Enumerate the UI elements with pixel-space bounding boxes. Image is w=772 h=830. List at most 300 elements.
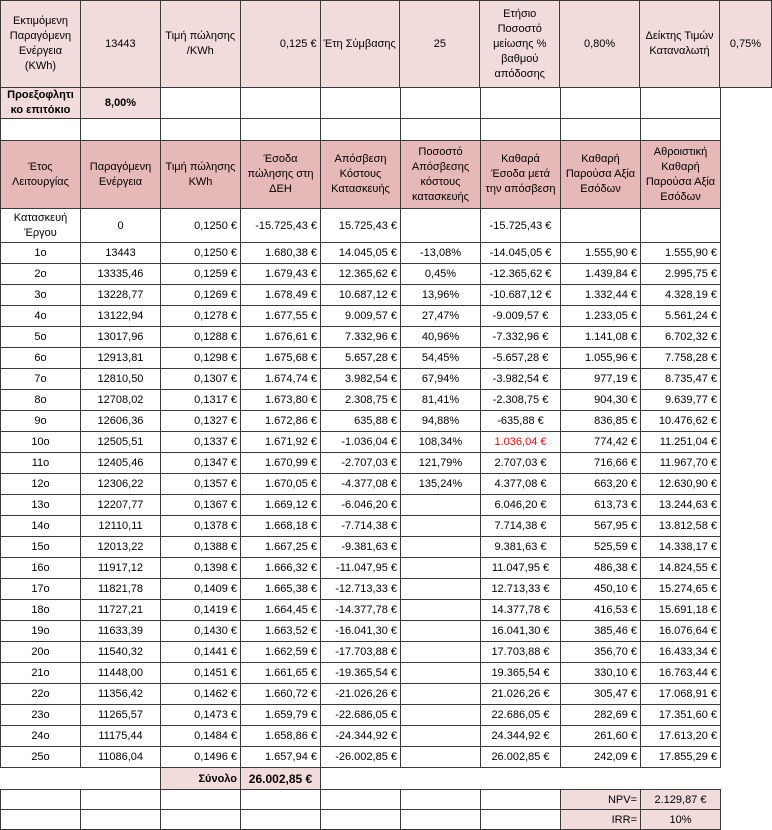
- amortization-cell[interactable]: -6.046,20 €: [321, 495, 401, 516]
- table-row: [1, 243, 721, 264]
- empty-cell[interactable]: [81, 810, 161, 830]
- energy-cell[interactable]: 12505,51: [81, 432, 161, 453]
- cumulative-npv-cell[interactable]: 16.433,34 €: [641, 642, 721, 663]
- revenue-cell[interactable]: 1.668,18 €: [241, 516, 321, 537]
- amortization-pct-cell[interactable]: [401, 726, 481, 747]
- amortization-pct-cell[interactable]: 94,88%: [401, 411, 481, 432]
- cumulative-npv-cell[interactable]: 5.561,24 €: [641, 306, 721, 327]
- empty-cell[interactable]: [321, 119, 401, 141]
- year-cell[interactable]: 18ο: [1, 600, 81, 621]
- cumulative-npv-cell[interactable]: 13.812,58 €: [641, 516, 721, 537]
- npv-cell[interactable]: 1.332,44 €: [561, 285, 641, 306]
- revenue-cell[interactable]: 1.665,38 €: [241, 579, 321, 600]
- energy-cell[interactable]: 12306,22: [81, 474, 161, 495]
- net-income-cell[interactable]: -15.725,43 €: [481, 209, 561, 243]
- cumulative-npv-cell[interactable]: [641, 209, 721, 243]
- amortization-pct-cell[interactable]: 121,79%: [401, 453, 481, 474]
- empty-cell[interactable]: [481, 790, 561, 810]
- revenue-cell[interactable]: 1.666,32 €: [241, 558, 321, 579]
- npv-cell[interactable]: 613,73 €: [561, 495, 641, 516]
- amortization-pct-cell[interactable]: [401, 621, 481, 642]
- energy-cell[interactable]: 13335,46: [81, 264, 161, 285]
- price-cell[interactable]: 0,1398 €: [161, 558, 241, 579]
- cpi-value[interactable]: 0,75%: [719, 1, 771, 88]
- npv-cell[interactable]: 261,60 €: [561, 726, 641, 747]
- amortization-cell[interactable]: 10.687,12 €: [321, 285, 401, 306]
- empty-cell[interactable]: [1, 790, 81, 810]
- amortization-pct-cell[interactable]: 108,34%: [401, 432, 481, 453]
- amortization-cell[interactable]: 2.308,75 €: [321, 390, 401, 411]
- amortization-cell[interactable]: 5.657,28 €: [321, 348, 401, 369]
- revenue-cell[interactable]: 1.670,05 €: [241, 474, 321, 495]
- revenue-cell[interactable]: 1.675,68 €: [241, 348, 321, 369]
- amortization-pct-cell[interactable]: [401, 579, 481, 600]
- cumulative-npv-cell[interactable]: 7.758,28 €: [641, 348, 721, 369]
- revenue-cell[interactable]: 1.661,65 €: [241, 663, 321, 684]
- net-income-cell[interactable]: 22.686,05 €: [481, 705, 561, 726]
- price-cell[interactable]: 0,1430 €: [161, 621, 241, 642]
- energy-cell[interactable]: 12810,50: [81, 369, 161, 390]
- npv-cell[interactable]: [561, 209, 641, 243]
- price-cell[interactable]: 0,1259 €: [161, 264, 241, 285]
- cumulative-npv-cell[interactable]: 13.244,63 €: [641, 495, 721, 516]
- amortization-pct-cell[interactable]: [401, 600, 481, 621]
- net-income-cell[interactable]: -14.045,05 €: [481, 243, 561, 264]
- price-cell[interactable]: 0,1347 €: [161, 453, 241, 474]
- empty-cell[interactable]: [321, 790, 401, 810]
- empty-cell[interactable]: [321, 810, 401, 830]
- cumulative-npv-cell[interactable]: 11.967,70 €: [641, 453, 721, 474]
- revenue-cell[interactable]: 1.678,49 €: [241, 285, 321, 306]
- table-row: [1, 705, 721, 726]
- amortization-pct-cell[interactable]: [401, 495, 481, 516]
- year-cell[interactable]: 23ο: [1, 705, 81, 726]
- cumulative-npv-cell[interactable]: 15.691,18 €: [641, 600, 721, 621]
- energy-cell[interactable]: 11356,42: [81, 684, 161, 705]
- revenue-cell[interactable]: 1.673,80 €: [241, 390, 321, 411]
- amortization-pct-cell[interactable]: [401, 209, 481, 243]
- empty-cell[interactable]: [161, 119, 241, 141]
- discount-value[interactable]: 8,00%: [81, 88, 161, 119]
- year-cell[interactable]: 10ο: [1, 432, 81, 453]
- cumulative-npv-cell[interactable]: 6.702,32 €: [641, 327, 721, 348]
- amortization-pct-cell[interactable]: [401, 642, 481, 663]
- energy-cell[interactable]: 11727,21: [81, 600, 161, 621]
- empty-cell[interactable]: [81, 790, 161, 810]
- cumulative-npv-cell[interactable]: 17.613,20 €: [641, 726, 721, 747]
- price-cell[interactable]: 0,1367 €: [161, 495, 241, 516]
- net-income-cell[interactable]: 21.026,26 €: [481, 684, 561, 705]
- empty-cell[interactable]: [241, 119, 321, 141]
- npv-cell[interactable]: 305,47 €: [561, 684, 641, 705]
- cumulative-npv-cell[interactable]: 16.763,44 €: [641, 663, 721, 684]
- table-row: [1, 327, 721, 348]
- revenue-cell[interactable]: 1.671,92 €: [241, 432, 321, 453]
- cumulative-npv-cell[interactable]: 14.338,17 €: [641, 537, 721, 558]
- amortization-pct-cell[interactable]: 54,45%: [401, 348, 481, 369]
- cumulative-npv-cell[interactable]: 12.630,90 €: [641, 474, 721, 495]
- energy-cell[interactable]: 12606,36: [81, 411, 161, 432]
- revenue-cell[interactable]: 1.658,86 €: [241, 726, 321, 747]
- amortization-pct-cell[interactable]: [401, 516, 481, 537]
- net-income-cell[interactable]: 6.046,20 €: [481, 495, 561, 516]
- price-cell[interactable]: 0,1462 €: [161, 684, 241, 705]
- npv-cell[interactable]: 330,10 €: [561, 663, 641, 684]
- amortization-pct-cell[interactable]: [401, 663, 481, 684]
- price-value[interactable]: 0,125 €: [240, 1, 320, 88]
- year-cell[interactable]: 25ο: [1, 747, 81, 768]
- amortization-pct-cell[interactable]: [401, 684, 481, 705]
- cumulative-npv-cell[interactable]: 14.824,55 €: [641, 558, 721, 579]
- table-row: [1, 537, 721, 558]
- year-cell[interactable]: 16ο: [1, 558, 81, 579]
- year-cell[interactable]: 2ο: [1, 264, 81, 285]
- amortization-pct-cell[interactable]: 13,96%: [401, 285, 481, 306]
- empty-cell[interactable]: [481, 119, 561, 141]
- year-cell[interactable]: 17ο: [1, 579, 81, 600]
- year-cell[interactable]: 24ο: [1, 726, 81, 747]
- empty-cell[interactable]: [481, 810, 561, 830]
- npv-cell[interactable]: 242,09 €: [561, 747, 641, 768]
- years-label: Έτη Σύμβασης: [320, 1, 400, 88]
- energy-cell[interactable]: 11448,00: [81, 663, 161, 684]
- npv-cell[interactable]: 1.439,84 €: [561, 264, 641, 285]
- revenue-cell[interactable]: 1.680,38 €: [241, 243, 321, 264]
- revenue-cell[interactable]: 1.677,55 €: [241, 306, 321, 327]
- npv-cell[interactable]: 450,10 €: [561, 579, 641, 600]
- energy-cell[interactable]: 13443: [81, 243, 161, 264]
- net-income-cell[interactable]: 7.714,38 €: [481, 516, 561, 537]
- table-row: [1, 264, 721, 285]
- net-income-cell[interactable]: -10.687,12 €: [481, 285, 561, 306]
- cumulative-npv-cell[interactable]: 2.995,75 €: [641, 264, 721, 285]
- empty-cell[interactable]: [481, 88, 561, 119]
- year-cell[interactable]: 9ο: [1, 411, 81, 432]
- empty-cell[interactable]: [561, 88, 641, 119]
- npv-cell[interactable]: 416,53 €: [561, 600, 641, 621]
- npv-cell[interactable]: 1.555,90 €: [561, 243, 641, 264]
- amortization-cell[interactable]: -22.686,05 €: [321, 705, 401, 726]
- empty-cell[interactable]: [401, 88, 481, 119]
- table-row: [1, 306, 721, 327]
- revenue-cell[interactable]: 1.663,52 €: [241, 621, 321, 642]
- net-income-cell[interactable]: 1.036,04 €: [481, 432, 561, 453]
- amortization-pct-cell[interactable]: 81,41%: [401, 390, 481, 411]
- amortization-pct-cell[interactable]: 0,45%: [401, 264, 481, 285]
- npv-cell[interactable]: 904,30 €: [561, 390, 641, 411]
- energy-cell[interactable]: 11821,78: [81, 579, 161, 600]
- amortization-pct-cell[interactable]: [401, 537, 481, 558]
- empty-cell[interactable]: [641, 119, 721, 141]
- price-cell[interactable]: 0,1441 €: [161, 642, 241, 663]
- empty-cell[interactable]: [161, 810, 241, 830]
- net-income-cell[interactable]: 17.703,88 €: [481, 642, 561, 663]
- amortization-pct-cell[interactable]: 135,24%: [401, 474, 481, 495]
- price-cell[interactable]: 0,1378 €: [161, 516, 241, 537]
- net-income-cell[interactable]: -2.308,75 €: [481, 390, 561, 411]
- net-income-cell[interactable]: -12.365,62 €: [481, 264, 561, 285]
- total-label: Σύνολο: [161, 768, 241, 790]
- net-income-cell[interactable]: 11.047,95 €: [481, 558, 561, 579]
- revenue-cell[interactable]: -15.725,43 €: [241, 209, 321, 243]
- npv-cell[interactable]: 1.055,96 €: [561, 348, 641, 369]
- cumulative-npv-cell[interactable]: 9.639,77 €: [641, 390, 721, 411]
- revenue-cell[interactable]: 1.660,72 €: [241, 684, 321, 705]
- npv-value[interactable]: 2.129,87 €: [641, 790, 721, 810]
- amortization-pct-cell[interactable]: 40,96%: [401, 327, 481, 348]
- empty-cell[interactable]: [161, 88, 241, 119]
- price-cell[interactable]: 0,1327 €: [161, 411, 241, 432]
- years-value[interactable]: 25: [400, 1, 480, 88]
- year-cell[interactable]: 7ο: [1, 369, 81, 390]
- cumulative-npv-cell[interactable]: 8.735,47 €: [641, 369, 721, 390]
- amortization-cell[interactable]: -1.036,04 €: [321, 432, 401, 453]
- price-cell[interactable]: 0,1473 €: [161, 705, 241, 726]
- empty-cell[interactable]: [561, 119, 641, 141]
- empty-cell[interactable]: [241, 790, 321, 810]
- amortization-pct-cell[interactable]: -13,08%: [401, 243, 481, 264]
- net-income-cell[interactable]: 14.377,78 €: [481, 600, 561, 621]
- year-cell[interactable]: 5ο: [1, 327, 81, 348]
- revenue-cell[interactable]: 1.657,94 €: [241, 747, 321, 768]
- net-income-cell[interactable]: 16.041,30 €: [481, 621, 561, 642]
- amortization-cell[interactable]: -21.026,26 €: [321, 684, 401, 705]
- year-cell[interactable]: 22ο: [1, 684, 81, 705]
- net-income-cell[interactable]: 4.377,08 €: [481, 474, 561, 495]
- amortization-cell[interactable]: -12.713,33 €: [321, 579, 401, 600]
- energy-cell[interactable]: 11540,32: [81, 642, 161, 663]
- energy-cell[interactable]: 13228,77: [81, 285, 161, 306]
- year-cell[interactable]: 14ο: [1, 516, 81, 537]
- npv-cell[interactable]: 663,20 €: [561, 474, 641, 495]
- npv-cell[interactable]: 977,19 €: [561, 369, 641, 390]
- amortization-cell[interactable]: -26.002,85 €: [321, 747, 401, 768]
- cumulative-npv-cell[interactable]: 15.274,65 €: [641, 579, 721, 600]
- amortization-cell[interactable]: 12.365,62 €: [321, 264, 401, 285]
- revenue-cell[interactable]: 1.669,12 €: [241, 495, 321, 516]
- revenue-cell[interactable]: 1.667,25 €: [241, 537, 321, 558]
- price-cell[interactable]: 0,1337 €: [161, 432, 241, 453]
- energy-cell[interactable]: 12405,46: [81, 453, 161, 474]
- cumulative-npv-cell[interactable]: 4.328,19 €: [641, 285, 721, 306]
- year-cell[interactable]: 1ο: [1, 243, 81, 264]
- amortization-pct-cell[interactable]: [401, 747, 481, 768]
- net-income-cell[interactable]: 19.365,54 €: [481, 663, 561, 684]
- col-header-amortization-pct: Ποσοστό Απόσβεσης κόστους κατασκευής: [401, 141, 481, 209]
- empty-cell[interactable]: [321, 88, 401, 119]
- amortization-pct-cell[interactable]: [401, 705, 481, 726]
- net-income-cell[interactable]: 24.344,92 €: [481, 726, 561, 747]
- cumulative-npv-cell[interactable]: 1.555,90 €: [641, 243, 721, 264]
- cumulative-npv-cell[interactable]: 10.476,62 €: [641, 411, 721, 432]
- amortization-cell[interactable]: -19.365,54 €: [321, 663, 401, 684]
- amortization-cell[interactable]: -17.703,88 €: [321, 642, 401, 663]
- amortization-cell[interactable]: 3.982,54 €: [321, 369, 401, 390]
- degradation-value[interactable]: 0,80%: [560, 1, 640, 88]
- empty-cell[interactable]: [641, 88, 721, 119]
- energy-cell[interactable]: 13017,96: [81, 327, 161, 348]
- amortization-cell[interactable]: -14.377,78 €: [321, 600, 401, 621]
- year-cell[interactable]: 15ο: [1, 537, 81, 558]
- amortization-cell[interactable]: 14.045,05 €: [321, 243, 401, 264]
- npv-cell[interactable]: 836,85 €: [561, 411, 641, 432]
- amortization-cell[interactable]: -4.377,08 €: [321, 474, 401, 495]
- price-cell[interactable]: 0,1250 €: [161, 243, 241, 264]
- net-income-cell[interactable]: 26.002,85 €: [481, 747, 561, 768]
- empty-cell[interactable]: [401, 790, 481, 810]
- year-cell[interactable]: 12ο: [1, 474, 81, 495]
- price-cell[interactable]: 0,1269 €: [161, 285, 241, 306]
- revenue-cell[interactable]: 1.679,43 €: [241, 264, 321, 285]
- net-income-cell[interactable]: -635,88 €: [481, 411, 561, 432]
- price-cell[interactable]: 0,1250 €: [161, 209, 241, 243]
- table-row: [1, 474, 721, 495]
- cumulative-npv-cell[interactable]: 17.351,60 €: [641, 705, 721, 726]
- irr-value[interactable]: 10%: [641, 810, 721, 830]
- price-cell[interactable]: 0,1307 €: [161, 369, 241, 390]
- energy-cell[interactable]: 12913,81: [81, 348, 161, 369]
- year-cell[interactable]: 20ο: [1, 642, 81, 663]
- cumulative-npv-cell[interactable]: 11.251,04 €: [641, 432, 721, 453]
- year-cell[interactable]: 21ο: [1, 663, 81, 684]
- year-cell[interactable]: 6ο: [1, 348, 81, 369]
- energy-cell[interactable]: 12708,02: [81, 390, 161, 411]
- amortization-cell[interactable]: 635,88 €: [321, 411, 401, 432]
- energy-value[interactable]: 13443: [80, 1, 160, 88]
- total-row: [1, 768, 721, 790]
- empty-cell[interactable]: [1, 810, 81, 830]
- table-row: [1, 411, 721, 432]
- price-cell[interactable]: 0,1496 €: [161, 747, 241, 768]
- amortization-cell[interactable]: -7.714,38 €: [321, 516, 401, 537]
- energy-cell[interactable]: 12013,22: [81, 537, 161, 558]
- npv-cell[interactable]: 356,70 €: [561, 642, 641, 663]
- energy-cell[interactable]: 13122,94: [81, 306, 161, 327]
- cumulative-npv-cell[interactable]: 17.855,29 €: [641, 747, 721, 768]
- amortization-pct-cell[interactable]: 27,47%: [401, 306, 481, 327]
- table-row: [1, 516, 721, 537]
- year-cell[interactable]: Κατασκευή Έργου: [1, 209, 81, 243]
- npv-cell[interactable]: 1.233,05 €: [561, 306, 641, 327]
- net-income-cell[interactable]: 2.707,03 €: [481, 453, 561, 474]
- table-row: [1, 348, 721, 369]
- cumulative-npv-cell[interactable]: 17.068,91 €: [641, 684, 721, 705]
- npv-cell[interactable]: 385,46 €: [561, 621, 641, 642]
- year-cell[interactable]: 13ο: [1, 495, 81, 516]
- npv-cell[interactable]: 716,66 €: [561, 453, 641, 474]
- energy-cell[interactable]: 11086,04: [81, 747, 161, 768]
- discount-table: [0, 87, 721, 119]
- total-value[interactable]: 26.002,85 €: [241, 768, 321, 790]
- price-cell[interactable]: 0,1278 €: [161, 306, 241, 327]
- amortization-cell[interactable]: -24.344,92 €: [321, 726, 401, 747]
- amortization-cell[interactable]: -11.047,95 €: [321, 558, 401, 579]
- empty-cell[interactable]: [1, 119, 81, 141]
- table-row: [1, 726, 721, 747]
- table-row: [1, 642, 721, 663]
- table-row: [1, 285, 721, 306]
- npv-cell[interactable]: 774,42 €: [561, 432, 641, 453]
- year-cell[interactable]: 11ο: [1, 453, 81, 474]
- price-cell[interactable]: 0,1409 €: [161, 579, 241, 600]
- empty-cell[interactable]: [401, 119, 481, 141]
- npv-cell[interactable]: 567,95 €: [561, 516, 641, 537]
- col-header-revenue: Έσοδα πώλησης στη ΔΕΗ: [241, 141, 321, 209]
- amortization-cell[interactable]: -2.707,03 €: [321, 453, 401, 474]
- energy-cell[interactable]: 11265,57: [81, 705, 161, 726]
- npv-cell[interactable]: 282,69 €: [561, 705, 641, 726]
- revenue-cell[interactable]: 1.672,86 €: [241, 411, 321, 432]
- amortization-cell[interactable]: -16.041,30 €: [321, 621, 401, 642]
- amortization-cell[interactable]: 15.725,43 €: [321, 209, 401, 243]
- revenue-cell[interactable]: 1.670,99 €: [241, 453, 321, 474]
- amortization-cell[interactable]: 9.009,57 €: [321, 306, 401, 327]
- price-cell[interactable]: 0,1484 €: [161, 726, 241, 747]
- year-cell[interactable]: 19ο: [1, 621, 81, 642]
- price-cell[interactable]: 0,1388 €: [161, 537, 241, 558]
- table-row: [1, 621, 721, 642]
- net-income-cell[interactable]: -5.657,28 €: [481, 348, 561, 369]
- empty-cell[interactable]: [81, 119, 161, 141]
- revenue-cell[interactable]: 1.664,45 €: [241, 600, 321, 621]
- price-cell[interactable]: 0,1419 €: [161, 600, 241, 621]
- empty-cell: [321, 768, 401, 790]
- cumulative-npv-cell[interactable]: 16.076,64 €: [641, 621, 721, 642]
- price-cell[interactable]: 0,1451 €: [161, 663, 241, 684]
- empty-cell[interactable]: [161, 790, 241, 810]
- amortization-pct-cell[interactable]: 67,94%: [401, 369, 481, 390]
- empty-cell[interactable]: [241, 88, 321, 119]
- price-cell[interactable]: 0,1357 €: [161, 474, 241, 495]
- energy-cell[interactable]: 11633,39: [81, 621, 161, 642]
- net-income-cell[interactable]: -3.982,54 €: [481, 369, 561, 390]
- price-cell[interactable]: 0,1317 €: [161, 390, 241, 411]
- empty-cell[interactable]: [401, 810, 481, 830]
- npv-cell[interactable]: 525,59 €: [561, 537, 641, 558]
- cpi-label: Δείκτης Τιμών Καταναλωτή: [640, 1, 720, 88]
- revenue-cell[interactable]: 1.674,74 €: [241, 369, 321, 390]
- energy-cell[interactable]: 11917,12: [81, 558, 161, 579]
- price-label: Τιμή πώλησης /KWh: [160, 1, 240, 88]
- amortization-pct-cell[interactable]: [401, 558, 481, 579]
- net-income-cell[interactable]: -9.009,57 €: [481, 306, 561, 327]
- energy-cell[interactable]: 12110,11: [81, 516, 161, 537]
- npv-cell[interactable]: 486,38 €: [561, 558, 641, 579]
- price-cell[interactable]: 0,1298 €: [161, 348, 241, 369]
- table-row: [1, 600, 721, 621]
- net-income-cell[interactable]: 9.381,63 €: [481, 537, 561, 558]
- revenue-cell[interactable]: 1.662,59 €: [241, 642, 321, 663]
- year-cell[interactable]: 8ο: [1, 390, 81, 411]
- amortization-cell[interactable]: 7.332,96 €: [321, 327, 401, 348]
- net-income-cell[interactable]: 12.713,33 €: [481, 579, 561, 600]
- year-cell[interactable]: 3ο: [1, 285, 81, 306]
- npv-cell[interactable]: 1.141,08 €: [561, 327, 641, 348]
- empty-cell: [641, 768, 721, 790]
- revenue-cell[interactable]: 1.676,61 €: [241, 327, 321, 348]
- energy-cell[interactable]: 0: [81, 209, 161, 243]
- revenue-cell[interactable]: 1.659,79 €: [241, 705, 321, 726]
- energy-cell[interactable]: 11175,44: [81, 726, 161, 747]
- energy-cell[interactable]: 12207,77: [81, 495, 161, 516]
- year-cell[interactable]: 4ο: [1, 306, 81, 327]
- net-income-cell[interactable]: -7.332,96 €: [481, 327, 561, 348]
- npv-label: NPV=: [561, 790, 641, 810]
- empty-cell[interactable]: [241, 810, 321, 830]
- amortization-cell[interactable]: -9.381,63 €: [321, 537, 401, 558]
- price-cell[interactable]: 0,1288 €: [161, 327, 241, 348]
- table-row: [1, 684, 721, 705]
